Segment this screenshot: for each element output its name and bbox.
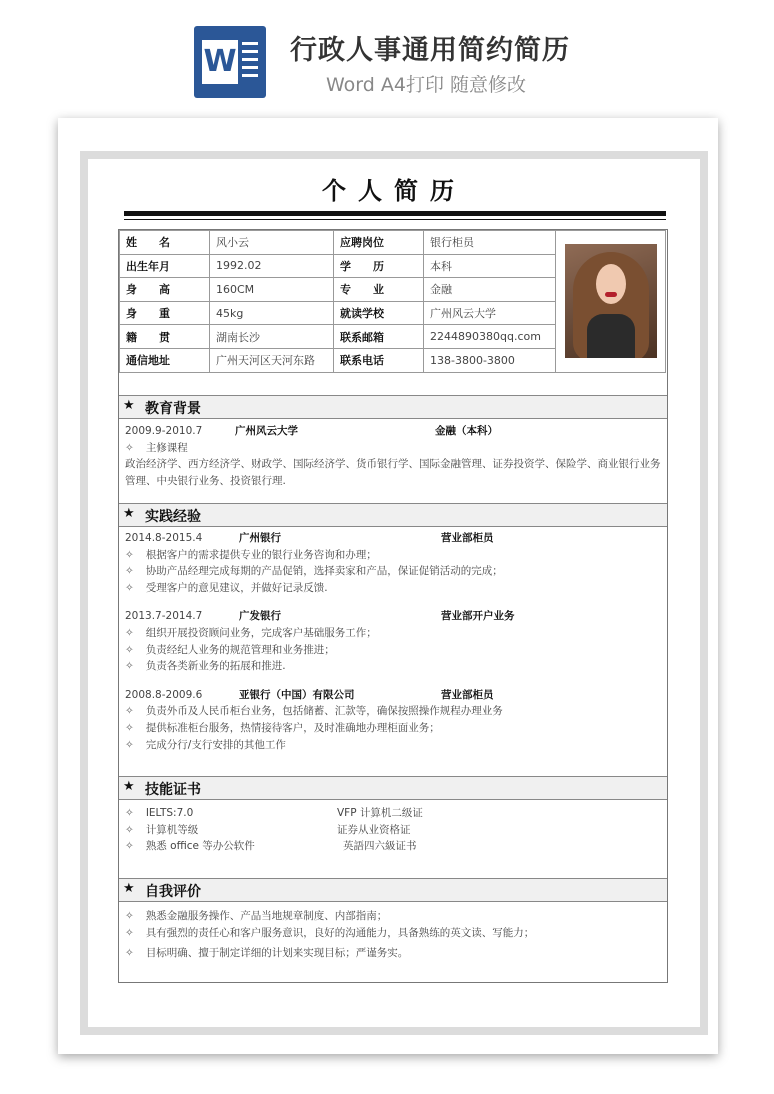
info-value: 45kg: [210, 301, 334, 325]
info-value: 湖南长沙: [210, 325, 334, 349]
bullet-icon: ✧: [125, 643, 134, 656]
info-label: 专 业: [334, 278, 424, 302]
info-label: 联系电话: [334, 348, 424, 372]
star-icon: ★: [123, 881, 135, 896]
info-value: 金融: [424, 278, 556, 302]
resume-title: 个人简历: [322, 177, 466, 205]
bullet-icon: ✧: [125, 548, 134, 561]
skill-item: 英語四六級证书: [343, 840, 417, 853]
info-value: 银行柜员: [424, 231, 556, 255]
section-title: 技能证书: [145, 782, 201, 798]
info-label: 身 高: [120, 278, 210, 302]
bullet-icon: ✧: [125, 926, 134, 939]
section-self-header: [119, 878, 667, 902]
title-rule: [124, 211, 666, 216]
word-logo-icon: [194, 26, 266, 98]
section-experience-body: [125, 530, 665, 753]
info-value: 广州风云大学: [424, 301, 556, 325]
profile-photo: [565, 244, 657, 358]
job-duty: 负责各类新业务的拓展和推进.: [145, 660, 286, 673]
bullet-icon: ✧: [125, 910, 134, 922]
job-company: 亚银行（中国）有限公司: [239, 688, 355, 701]
job-duty: 协助产品经理完成每期的产品促销，选择卖家和产品，保证促销活动的完成；: [145, 565, 503, 578]
star-icon: ★: [123, 506, 135, 521]
info-label: 籍 贯: [120, 325, 210, 349]
bullet-icon: ✧: [125, 565, 134, 578]
bullet-icon: ✧: [125, 441, 134, 454]
info-value: 风小云: [210, 231, 334, 255]
job-period: 2014.8-2015.4: [125, 532, 203, 544]
self-item: 具有强烈的责任心和客户服务意识，良好的沟通能力，具备熟练的英文读、写能力；: [145, 926, 535, 939]
bullet-icon: ✧: [125, 807, 134, 819]
job-duty: 受理客户的意见建议，并做好记录反馈.: [145, 581, 328, 594]
bullet-icon: ✧: [125, 581, 134, 594]
self-item: 目标明确、擅于制定详细的计划来实现目标；严谨务实。: [145, 947, 409, 960]
job-duty: 组织开展投资顾问业务，完成客户基础服务工作；: [145, 626, 377, 639]
job-role: 营业部柜员: [441, 688, 494, 701]
skill-item: 熟悉 office 等办公软件: [145, 840, 255, 853]
job-entry: [125, 608, 665, 674]
banner-title: 行政人事通用简约简历: [290, 35, 570, 66]
skill-item: IELTS:7.0: [145, 807, 194, 819]
job-period: 2013.7-2014.7: [125, 610, 203, 623]
skill-item: VFP 计算机二级证: [337, 807, 423, 819]
info-label: 通信地址: [120, 348, 210, 372]
bullet-icon: ✧: [125, 626, 134, 639]
edu-major: 金融（本科）: [435, 425, 498, 437]
skill-item: 计算机等级: [145, 823, 199, 836]
info-value: 138-3800-3800: [424, 348, 556, 372]
section-education-header: [119, 395, 667, 419]
job-duty: 负责经纪人业务的规范管理和业务推进；: [145, 643, 335, 656]
courses-label: 主修课程: [145, 441, 188, 454]
section-skills-header: [119, 776, 667, 800]
info-label: 姓 名: [120, 231, 210, 255]
banner: [0, 0, 774, 118]
job-entry: [125, 687, 665, 753]
job-role: 营业部开户业务: [441, 610, 515, 623]
job-company: 广州银行: [239, 532, 281, 544]
self-item: 熟悉金融服务操作、产品当地规章制度、内部指南；: [145, 910, 388, 922]
job-duty: 完成分行/支行安排的其他工作: [145, 738, 286, 751]
job-entry: [125, 530, 665, 596]
info-label: 就读学校: [334, 301, 424, 325]
section-title: 自我评价: [145, 884, 201, 900]
job-company: 广发银行: [239, 610, 281, 623]
document-frame: [80, 151, 708, 1035]
info-label: 学 历: [334, 254, 424, 278]
info-value: 2244890380qq.com: [424, 325, 556, 349]
photo-cell: [556, 231, 666, 373]
bullet-icon: ✧: [125, 738, 134, 751]
section-skills-body: [125, 805, 665, 855]
section-title: 实践经验: [145, 509, 201, 525]
info-label: 联系邮箱: [334, 325, 424, 349]
job-duty: 负责外币及人民币柜台业务，包括储蓄、汇款等，确保按照操作规程办理业务: [145, 705, 503, 718]
info-value: 1992.02: [210, 254, 334, 278]
info-row: [120, 231, 666, 255]
title-rule-thin: [124, 219, 666, 220]
section-education-body: [125, 423, 665, 489]
edu-period: 2009.9-2010.7: [125, 425, 203, 437]
info-label: 出生年月: [120, 254, 210, 278]
section-experience-header: [119, 503, 667, 527]
bullet-icon: ✧: [125, 947, 134, 960]
resume-body: [118, 229, 668, 983]
job-duty: 提供标准柜台服务，热情接待客户，及时准确地办理柜面业务；: [145, 721, 440, 734]
banner-subtitle: Word A4打印 随意修改: [326, 74, 527, 96]
star-icon: ★: [123, 779, 135, 794]
word-logo-letter: W: [202, 40, 238, 84]
bullet-icon: ✧: [125, 840, 134, 853]
edu-school: 广州风云大学: [235, 425, 298, 437]
info-label: 身 重: [120, 301, 210, 325]
star-icon: ★: [123, 398, 135, 413]
section-title: 教育背景: [145, 401, 201, 417]
job-period: 2008.8-2009.6: [125, 688, 203, 701]
courses-text: 政治经济学、西方经济学、财政学、国际经济学、货币银行学、国际金融管理、证券投资学、保险学、商业银行业务管理、中央银行业务、投资银行理.: [125, 458, 661, 487]
bullet-icon: ✧: [125, 705, 134, 718]
bullet-icon: ✧: [125, 660, 134, 673]
skill-item: 证券从业资格证: [337, 823, 411, 836]
info-value: 广州天河区天河东路: [210, 348, 334, 372]
section-self-body: [125, 908, 665, 962]
job-duty: 根据客户的需求提供专业的银行业务咨询和办理；: [145, 548, 377, 561]
bullet-icon: ✧: [125, 823, 134, 836]
info-value: 160CM: [210, 278, 334, 302]
info-label: 应聘岗位: [334, 231, 424, 255]
job-role: 营业部柜员: [441, 532, 494, 544]
document-sheet: [58, 118, 718, 1054]
personal-info-table: [119, 230, 666, 373]
bullet-icon: ✧: [125, 721, 134, 734]
info-value: 本科: [424, 254, 556, 278]
